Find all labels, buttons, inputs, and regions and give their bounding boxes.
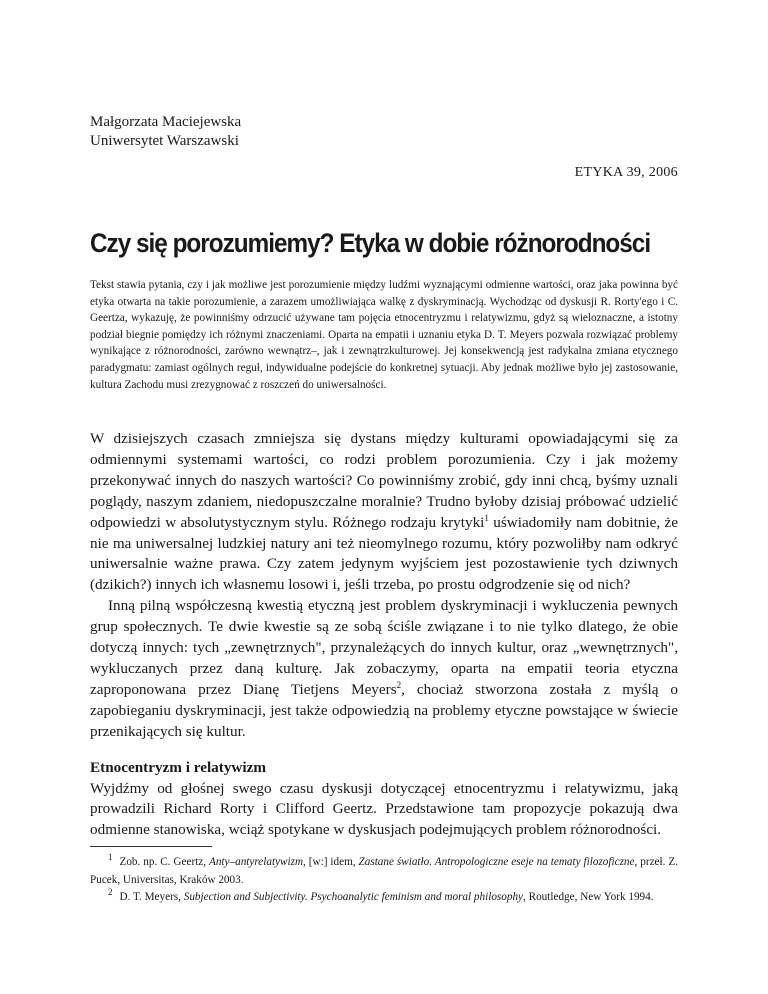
paragraph-1: W dzisiejszych czasach zmniejsza się dystans między kulturami opowiadającymi się za odmiennymi systemami wartości, co rodzi problem porozumienia. Czy i jak możemy przekonywać innych do naszych wartości? Co powinniśmy zrobić, gdy inni chcą, byśmy uznali poglądy, naszym zdaniem, niedopuszczalne moralnie? Trudno byłoby dzisiaj próbować udzielić odpowiedzi w absolutystycznym stylu. Różnego rodzaju krytyki$^1$ uświadomiły nam dobitnie, że nie ma uniwersalnej ludzkiej natury ani też nieomylnego rozumu, który pozwoliłby nam odkryć uniwersalnie ważne prawa. Czy zatem jedynym wyjściem jest pozostawienie tych dziwnych (dzikich?) innych ich własnemu losowi i, jeśli trzeba, po prostu odgrodzenie się od nich? [90, 430, 678, 594]
journal-citation: ETYKA 39, 2006 [574, 165, 678, 180]
article-body [90, 429, 678, 841]
article-page [90, 0, 680, 994]
footnotes [90, 854, 678, 907]
author-affiliation: Uniwersytet Warszawski [90, 133, 239, 149]
abstract: Tekst stawia pytania, czy i jak możliwe jest porozumienie między ludźmi wyznającymi odmienne wartości, oraz jaka powinna być etyka otwarta na takie porozumienie, a zarazem umożliwiająca walkę z dyskryminacją. Wychodząc od dyskusji R. Rorty'ego i C. Geertza, wykazuję, że powinniśmy odrzucić używane tam pojęcia etnocentryzmu i relatywizmu, gdyż są wieloznaczne, a istotny podział biegnie pomiędzy ich różnymi znaczeniami. Oparta na empatii i uznaniu etyka D. T. Meyers pozwala rozwiązać problemy wynikające z różnorodności, zarówno wewnątrz–, jak i zewnątrzkulturowej. Jej konsekwencją jest radykalna zmiana etycznego paradygmatu: zamiast ogólnych reguł, indywidualne podejście do konkretnej sytuacji. Aby jednak możliwe było jej zastosowanie, kultura Zachodu musi zrezygnować z roszczeń do uniwersalności. [90, 279, 678, 391]
footnote-ref-1[interactable]: 1 [484, 512, 489, 523]
footnote-ref-2[interactable]: 2 [396, 679, 402, 690]
footnote-divider [90, 846, 212, 847]
footnote-2: $^2$ D. T. Meyers, Subjection and Subjectivity. Psychoanalytic feminism and moral philosophy, Routledge, New York 1994. [108, 887, 654, 903]
section-heading: Etnocentryzm i relatywizm [90, 758, 267, 776]
author-block [90, 113, 241, 151]
article-title: Czy się porozumiemy? Etyka w dobie różnorodności [90, 228, 651, 258]
paragraph-2: Inną pilną współczesną kwestią etyczną jest problem dyskryminacji i wykluczenia pewnych grup społecznych. Te dwie kwestie są ze sobą ściśle związane i to nie tylko dlatego, że obie dotyczą innych: tych „zewnętrznych", przynależących do innych kultur, oraz „wewnętrznych", wykluczanych przez daną kulturę. Jak zobaczymy, oparta na empatii teoria etyczna zaproponowana przez Dianę Tietjens Meyers$^2$, chociaż stworzona została z myślą o zapobieganiu dyskryminacji, jest także odpowiedzią na problemy etyczne powstające w świecie przenikających się kultur. [90, 597, 678, 740]
footnote-1: $^1$ Zob. np. C. Geertz, Anty–antyrelatywizm, [w:] idem, Zastane światło. Antropologiczne eseje na tematy filozoficzne, przeł. Z. Pucek, Universitas, Kraków 2003. [90, 852, 678, 886]
paragraph-3: Wyjdźmy od głośnej swego czasu dyskusji dotyczącej etnocentryzmu i relatywizmu, jaką prowadzili Richard Rorty i Clifford Geertz. Przedstawione tam propozycje pokazują dwa odmienne stanowiska, wciąż spotykane w dyskusjach podejmujących problem różnorodności. [90, 779, 678, 839]
author-name: Małgorzata Maciejewska [90, 114, 242, 130]
